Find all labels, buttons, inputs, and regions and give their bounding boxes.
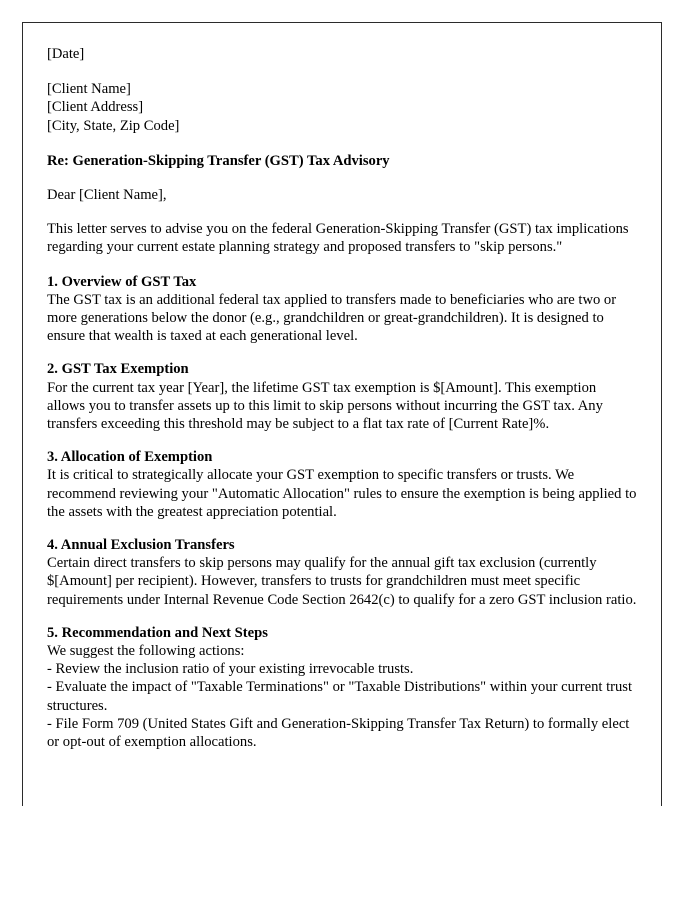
section-recommendation-and-next-steps [47, 624, 637, 751]
recipient-address-block [47, 80, 637, 135]
document-page [22, 22, 662, 806]
action-item: - File Form 709 (United States Gift and Generation-Skipping Transfer Tax Return) to formally elect or opt-out of exemption allocations. [47, 715, 630, 751]
section-gst-tax-exemption [47, 360, 637, 433]
letter-body [47, 45, 637, 751]
section-body: For the current tax year [Year], the lifetime GST tax exemption is $[Amount]. This exemption allows you to transfer assets up to this limit to skip persons without incurring the GST tax. Any transfers exceeding this threshold may be subject to a flat tax rate of [Current Rate]%. [47, 379, 603, 433]
salutation: Dear [Client Name], [47, 187, 167, 204]
intro-block [47, 220, 637, 256]
section-overview-of-gst-tax [47, 273, 637, 346]
recipient-address: [Client Address] [47, 99, 144, 116]
date-block [47, 45, 637, 63]
section-body: Certain direct transfers to skip persons may qualify for the annual gift tax exclusion (currently $[Amount] per recipient). However, transfers to trusts for grandchildren must meet specific requirements under Internal Revenue Code Section 2642(c) to qualify for a zero GST inclusion ratio. [47, 555, 637, 608]
date-placeholder: [Date] [47, 46, 85, 62]
section-annual-exclusion-transfers [47, 536, 637, 609]
section-heading: 1. Overview of GST Tax [47, 273, 197, 290]
section-heading: 4. Annual Exclusion Transfers [47, 537, 235, 554]
section-heading: 3. Allocation of Exemption [47, 449, 213, 466]
section-body: The GST tax is an additional federal tax applied to transfers made to beneficiaries who are two or more generations below the donor (e.g., grandchildren or great-grandchildren). It is designed to ensure that wealth is taxed at each generational level. [47, 291, 617, 345]
recipient-name: [Client Name] [47, 81, 131, 98]
section-heading: 2. GST Tax Exemption [47, 361, 189, 378]
action-item: - Review the inclusion ratio of your existing irrevocable trusts. [47, 661, 414, 678]
intro-paragraph: This letter serves to advise you on the federal Generation-Skipping Transfer (GST) tax implications regarding your current estate planning strategy and proposed transfers to "skip persons." [47, 221, 629, 256]
subject-block [47, 152, 637, 170]
section-body: It is critical to strategically allocate your GST exemption to specific transfers or trusts. We recommend reviewing your "Automatic Allocation" rules to ensure the exemption is being applied to the assets with the greatest appreciation potential. [47, 467, 637, 520]
section-heading: 5. Recommendation and Next Steps [47, 624, 268, 641]
section-body: We suggest the following actions: [47, 643, 245, 660]
section-allocation-of-exemption [47, 448, 637, 521]
recipient-city-state-zip: [City, State, Zip Code] [47, 117, 180, 134]
subject-line: Re: Generation-Skipping Transfer (GST) Tax Advisory [47, 152, 390, 169]
salutation-block [47, 186, 637, 204]
action-item: - Evaluate the impact of "Taxable Terminations" or "Taxable Distributions" within your current trust structures. [47, 679, 633, 714]
